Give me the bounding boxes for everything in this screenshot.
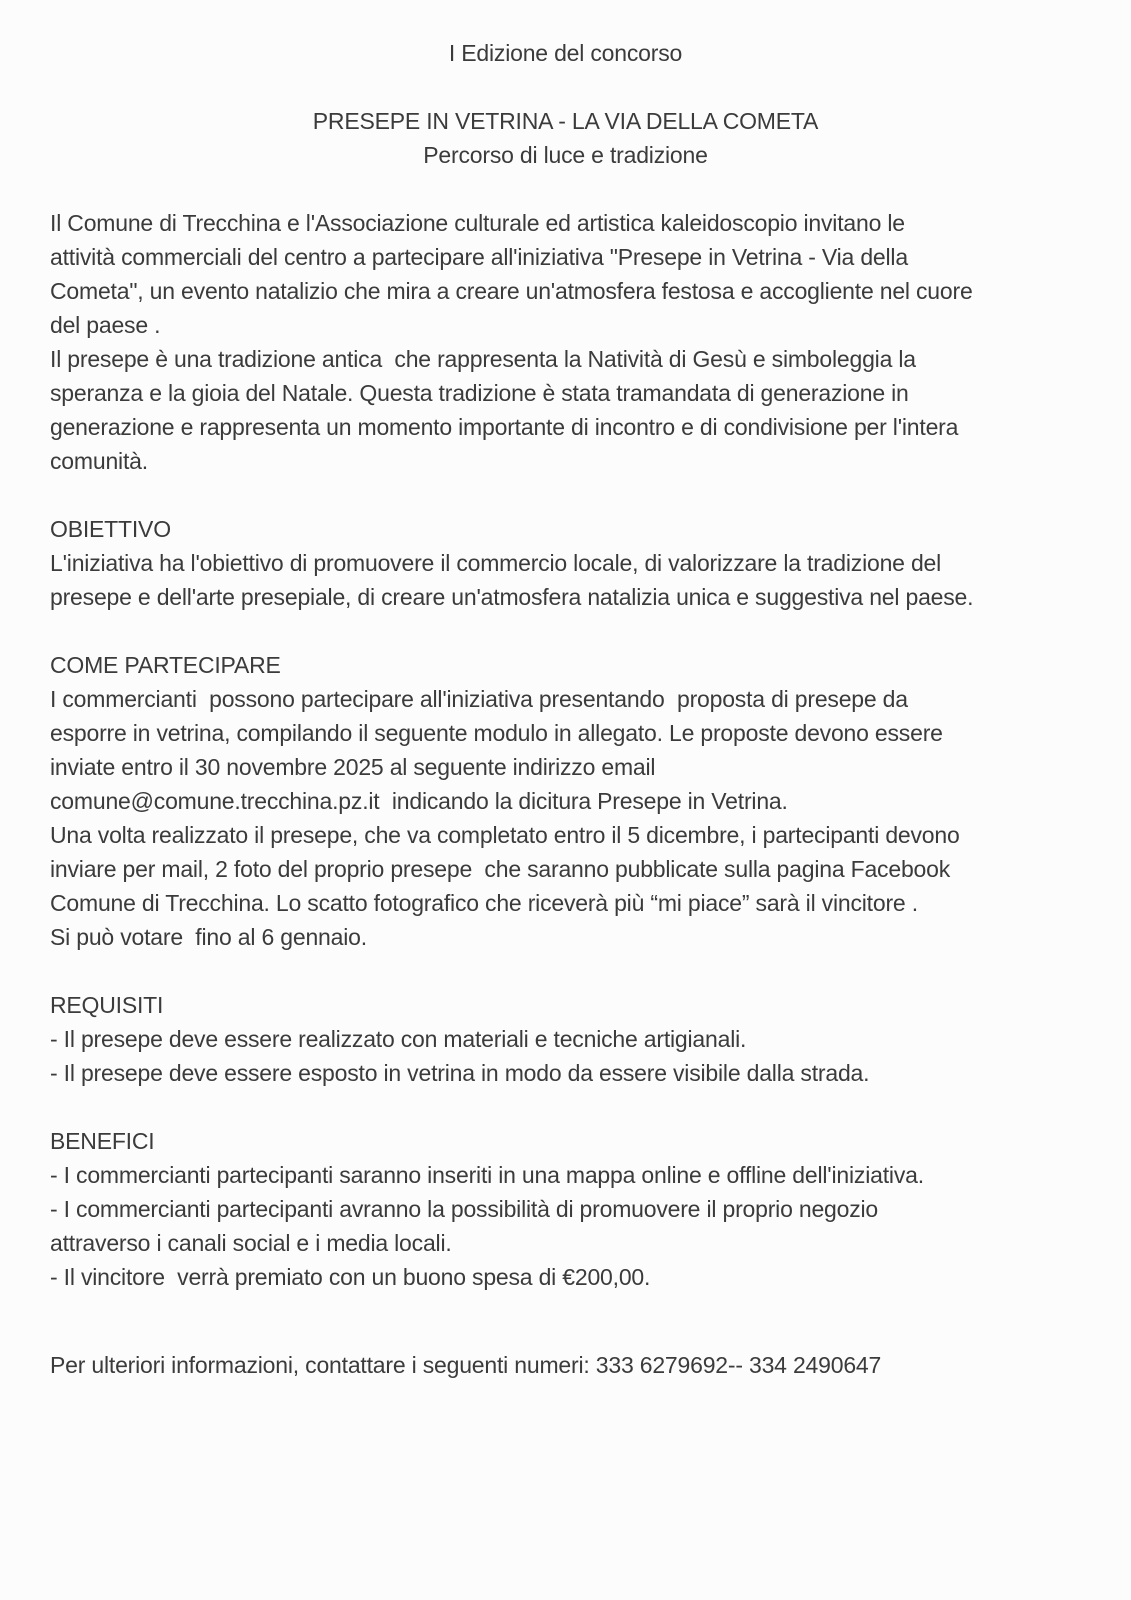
- text-line: - I commercianti partecipanti avranno la possibilità di promuovere il proprio negozio: [50, 1196, 879, 1222]
- contact-info-line: Per ulteriori informazioni, contattare i seguenti numeri: 333 6279692-- 334 2490647: [50, 1352, 882, 1378]
- text-line: comune@comune.trecchina.pz.it indicando la dicitura Presepe in Vetrina.: [50, 788, 788, 814]
- text-line: inviare per mail, 2 foto del proprio presepe che saranno pubblicate sulla pagina Facebook: [50, 856, 951, 882]
- section-benefici: [50, 1124, 1091, 1294]
- text-line: speranza e la gioia del Natale. Questa tradizione è stata tramandata di generazione in: [50, 380, 909, 406]
- section-heading: OBIETTIVO: [50, 516, 171, 542]
- text-line: attività commerciali del centro a partecipare all'iniziativa "Presepe in Vetrina - Via della: [50, 244, 908, 270]
- text-line: - Il presepe deve essere realizzato con materiali e tecniche artigianali.: [50, 1026, 747, 1052]
- contest-title: PRESEPE IN VETRINA - LA VIA DELLA COMETA: [312, 108, 819, 134]
- text-line: L'iniziativa ha l'obiettivo di promuovere il commercio locale, di valorizzare la tradizione del: [50, 550, 942, 576]
- text-line: presepe e dell'arte presepiale, di creare un'atmosfera natalizia unica e suggestiva nel paese.: [50, 584, 974, 610]
- intro-paragraph: [50, 206, 1091, 478]
- text-line: inviate entro il 30 novembre 2025 al seguente indirizzo email: [50, 754, 656, 780]
- section-heading: BENEFICI: [50, 1128, 155, 1154]
- text-line: esporre in vetrina, compilando il seguente modulo in allegato. Le proposte devono essere: [50, 720, 943, 746]
- section-body: [50, 546, 1091, 614]
- spacer: [50, 1090, 1091, 1124]
- spacer: [50, 954, 1091, 988]
- text-line: Il presepe è una tradizione antica che rappresenta la Natività di Gesù e simboleggia la: [50, 346, 916, 372]
- spacer: [50, 478, 1091, 512]
- spacer: [50, 172, 1091, 206]
- text-line: generazione e rappresenta un momento importante di incontro e di condivisione per l'intera: [50, 414, 959, 440]
- edition-line: I Edizione del concorso: [448, 40, 683, 66]
- text-line: Cometa", un evento natalizio che mira a creare un'atmosfera festosa e accogliente nel cuore: [50, 278, 973, 304]
- text-line: - I commercianti partecipanti saranno inseriti in una mappa online e offline dell'iniziativa.: [50, 1162, 924, 1188]
- section-requisiti: [50, 988, 1091, 1090]
- text-line: Comune di Trecchina. Lo scatto fotografico che riceverà più “mi piace” sarà il vincitore .: [50, 890, 918, 916]
- contest-subtitle: Percorso di luce e tradizione: [423, 142, 708, 168]
- section-obiettivo: [50, 512, 1091, 614]
- section-body: [50, 1022, 1091, 1090]
- text-line: comunità.: [50, 448, 148, 474]
- section-body: [50, 1158, 1091, 1294]
- section-heading: COME PARTECIPARE: [50, 652, 281, 678]
- section-come-partecipare: [50, 648, 1091, 954]
- text-line: I commercianti possono partecipare all'iniziativa presentando proposta di presepe da: [50, 686, 908, 712]
- text-line: Si può votare fino al 6 gennaio.: [50, 924, 367, 950]
- section-body: [50, 682, 1091, 954]
- spacer: [50, 614, 1091, 648]
- spacer: [50, 70, 1091, 104]
- text-line: attraverso i canali social e i media locali.: [50, 1230, 452, 1256]
- text-line: - Il vincitore verrà premiato con un buono spesa di €200,00.: [50, 1264, 651, 1290]
- text-line: Una volta realizzato il presepe, che va completato entro il 5 dicembre, i partecipanti devono: [50, 822, 960, 848]
- text-line: del paese .: [50, 312, 161, 338]
- section-heading: REQUISITI: [50, 992, 164, 1018]
- text-line: - Il presepe deve essere esposto in vetrina in modo da essere visibile dalla strada.: [50, 1060, 870, 1086]
- text-line: Il Comune di Trecchina e l'Associazione culturale ed artistica kaleidoscopio invitano le: [50, 210, 905, 236]
